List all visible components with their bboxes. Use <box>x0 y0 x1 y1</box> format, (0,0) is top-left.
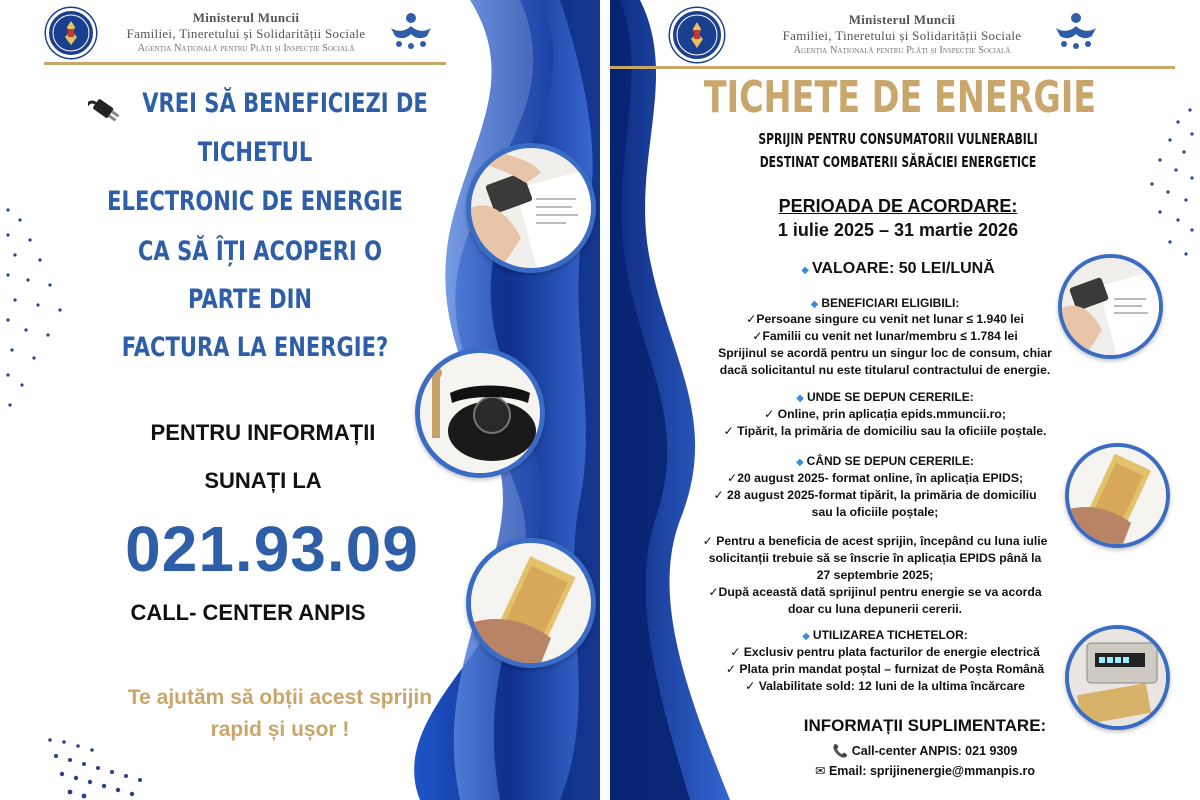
slogan-line-1: Te ajutăm să obții acest sprijin <box>127 686 433 709</box>
beneficiari-line-2: ✓Familii cu venit net lunar/membru ≤ 1.784 lei <box>752 329 1018 343</box>
email-line[interactable] <box>760 763 1090 778</box>
ministry-header-right <box>610 0 1200 66</box>
note-line-5: doar cu luna depunerii cererii. <box>787 602 963 616</box>
utilizare-title <box>650 628 1120 642</box>
info-line-2: SUNAȚI LA <box>204 468 322 493</box>
meter-photo-small <box>1065 625 1170 730</box>
ministry-name <box>96 10 396 54</box>
diamond-icon: ◆ <box>810 299 819 310</box>
beneficiari-line-3: Sprijinul se acordă pentru un singur loc de consum, chiar <box>718 346 1052 360</box>
dots-decoration <box>0 190 110 450</box>
diamond-icon: ◆ <box>802 631 810 642</box>
utilizare-line-3: ✓ Valabilitate sold: 12 luni de la ultima încărcare <box>745 679 1025 693</box>
email-icon: ✉ <box>815 764 829 778</box>
beneficiari-line-4: dacă solicitantul nu este titularul contractului de energie. <box>719 363 1051 377</box>
cand-title <box>650 454 1120 468</box>
calculator-photo-small <box>1058 254 1163 359</box>
note-line-1: ✓ Pentru a beneficia de acest sprijin, începând cu luna iulie <box>702 534 1048 548</box>
note-line-4: ✓După această dată sprijinul pentru energie se va acorda <box>708 585 1042 599</box>
crest-icon <box>670 8 724 62</box>
calculator-photo <box>466 143 596 273</box>
diamond-icon: ◆ <box>796 393 804 404</box>
ministry-line2: Familiei, Tineretului și Solidarității Sociale <box>126 26 366 41</box>
unde-title <box>650 390 1120 404</box>
cand-line-1: ✓20 august 2025- format online, în aplicația EPIDS; <box>726 471 1024 485</box>
money-photo <box>466 538 596 668</box>
call-center-text: Call-center ANPIS: 021 9309 <box>851 744 1018 758</box>
ministry-line1: Ministerul Muncii <box>192 10 300 25</box>
ministry-line3: Agenția Națională pentru Plăți și Inspecție Socială <box>137 43 355 54</box>
cand-line-3: sau la oficiile poștale; <box>811 505 939 519</box>
period-value: 1 iulie 2025 – 31 martie 2026 <box>777 220 1019 240</box>
phone-number: 021.93.09 <box>125 513 419 585</box>
ministry-line1-right: Ministerul Muncii <box>848 12 956 27</box>
ministry-line3-right: Agenția Națională pentru Plăți și Inspecție Socială <box>793 45 1011 56</box>
question-line-4: CA SĂ ÎȚI ACOPERI O <box>137 236 383 267</box>
subtitle-line-2: DESTINAT COMBATERII SĂRĂCIEI ENERGETICE <box>759 153 1037 171</box>
beneficiari-title <box>650 296 1120 310</box>
question-line-3: ELECTRONIC DE ENERGIE <box>107 186 403 217</box>
question-line-1: VREI SĂ BENEFICIEZI DE <box>142 88 428 119</box>
value-text: VALOARE: 50 LEI/LUNĂ <box>811 260 995 277</box>
note-line-2: solicitanții trebuie să se înscrie în aplicația EPIDS până la <box>708 551 1042 565</box>
panel-gutter <box>600 0 610 800</box>
right-flyer <box>610 0 1200 800</box>
info-line-1: PENTRU INFORMAȚII <box>150 420 376 445</box>
extra-info-title: INFORMAȚII SUPLIMENTARE: <box>803 716 1047 735</box>
phone-icon: 📞 <box>832 744 852 758</box>
slogan-line-2: rapid și ușor ! <box>210 718 350 741</box>
question-line-2: TICHETUL <box>197 137 313 168</box>
flyer-title: TICHETE DE ENERGIE <box>703 72 1097 123</box>
email-text[interactable]: Email: sprijinenergie@mmanpis.ro <box>828 764 1035 778</box>
header-divider <box>44 62 446 65</box>
ministry-name-right <box>752 12 1052 56</box>
unde-line-2: ✓ Tipărit, la primăria de domiciliu sau la oficiile poștale. <box>723 424 1047 438</box>
question-line-6: FACTURA LA ENERGIE? <box>121 332 389 363</box>
ministry-line2-right: Familiei, Tineretului și Solidarității Sociale <box>782 28 1022 43</box>
beneficiari-line-1: ✓Persoane singure cu venit net lunar ≤ 1.940 lei <box>746 312 1024 326</box>
plug-icon <box>88 93 126 127</box>
header-divider-right <box>610 66 1175 69</box>
crest-icon <box>46 8 96 58</box>
phone-photo <box>415 348 545 478</box>
note-line-3: 27 septembrie 2025; <box>816 568 934 582</box>
unde-line-1: ✓ Online, prin aplicația epids.mmuncii.ro; <box>764 407 1006 421</box>
ministry-header <box>0 0 600 66</box>
call-center-label: CALL- CENTER ANPIS <box>130 600 366 625</box>
utilizare-line-1: ✓ Exclusiv pentru plata facturilor de energie electrică <box>730 645 1040 659</box>
unde-title-text: UNDE SE DEPUN CERERILE: <box>807 390 974 404</box>
subtitle-line-1: SPRIJIN PENTRU CONSUMATORII VULNERABILI <box>758 130 1038 148</box>
utilizare-line-2: ✓ Plata prin mandat poștal – furnizat de Poșta Română <box>725 662 1045 676</box>
call-center-line <box>760 744 1090 759</box>
cand-title-text: CÂND SE DEPUN CERERILE: <box>806 454 975 468</box>
cand-line-2: ✓ 28 august 2025-format tipărit, la primăria de domiciliu <box>713 488 1037 502</box>
money-photo-small <box>1065 443 1170 548</box>
utilizare-title-text: UTILIZAREA TICHETELOR: <box>812 628 968 642</box>
anpis-logo-icon <box>385 10 437 54</box>
question-line-5: PARTE DIN <box>187 284 313 315</box>
beneficiari-title-text: BENEFICIARI ELIGIBILI: <box>821 296 960 310</box>
diamond-icon: ◆ <box>795 457 804 468</box>
anpis-logo-icon <box>1050 10 1102 54</box>
period-label: PERIOADA DE ACORDARE: <box>778 196 1018 216</box>
diamond-icon: ◆ <box>801 265 809 276</box>
